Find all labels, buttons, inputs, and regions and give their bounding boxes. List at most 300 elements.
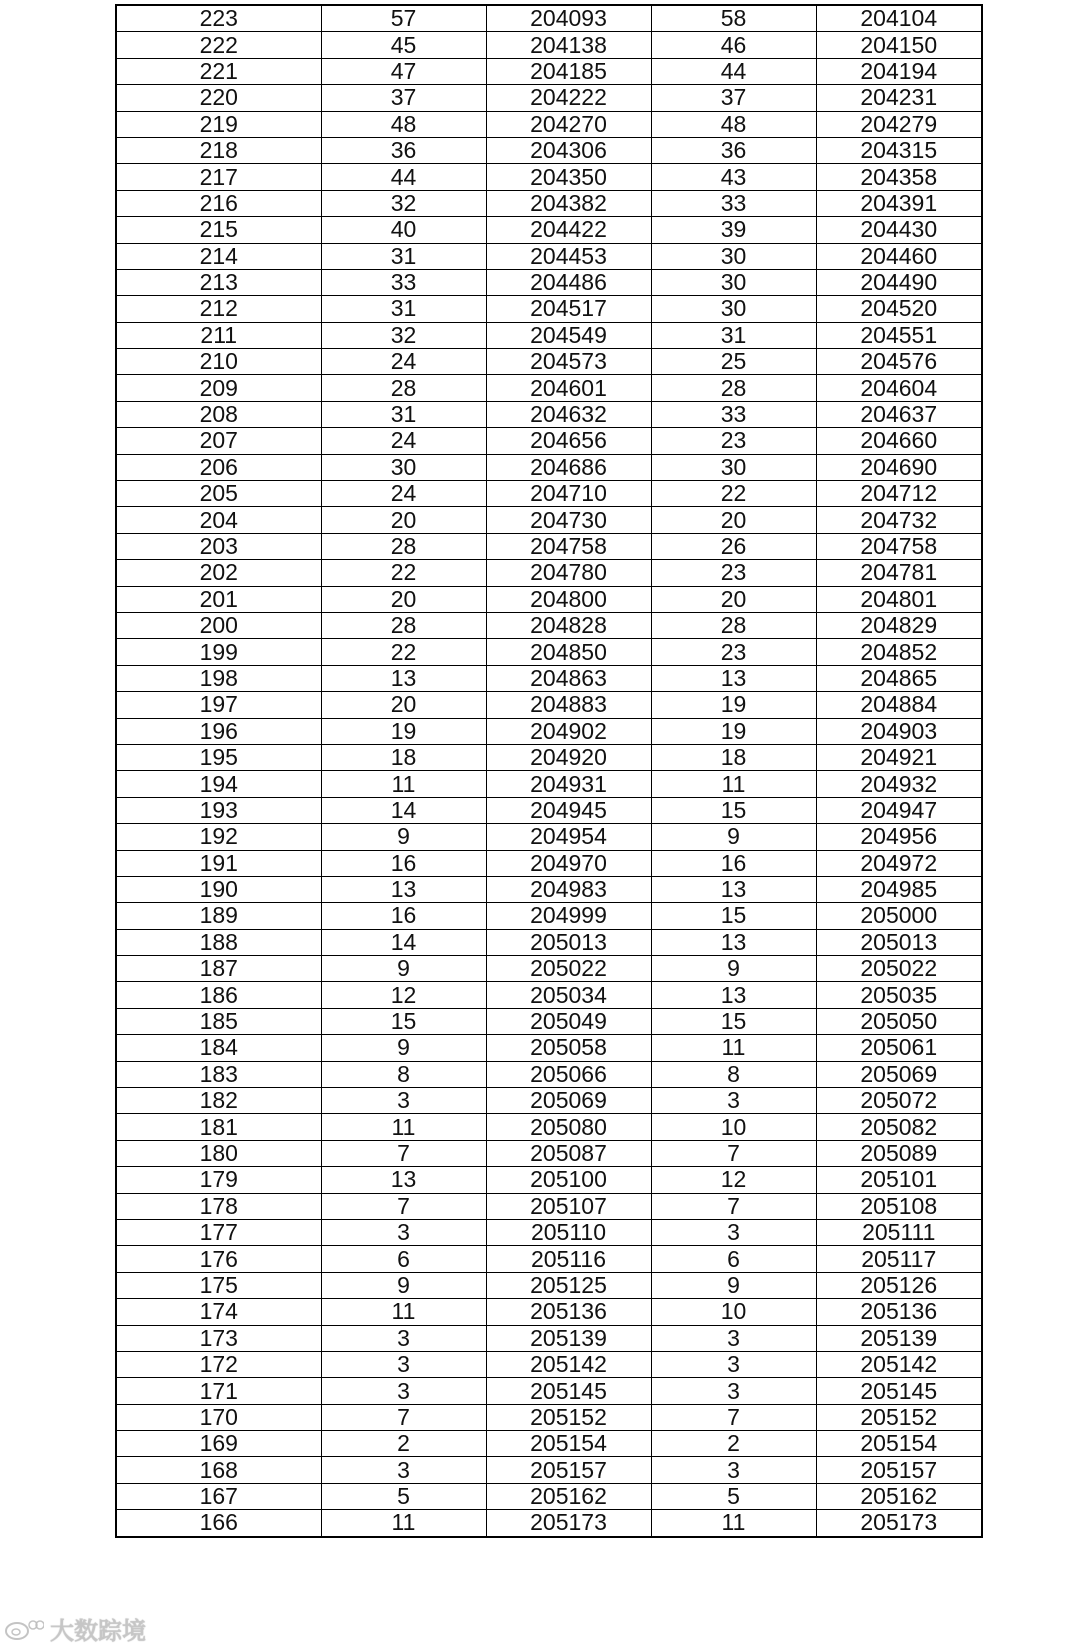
table-cell: 205157 xyxy=(816,1457,982,1483)
table-cell: 30 xyxy=(651,454,816,480)
table-cell: 28 xyxy=(321,375,486,401)
table-cell: 204902 xyxy=(486,718,651,744)
table-cell: 48 xyxy=(321,111,486,137)
table-row xyxy=(116,269,982,295)
table-cell: 3 xyxy=(321,1088,486,1114)
table-row xyxy=(116,428,982,454)
table-cell: 15 xyxy=(651,797,816,823)
table-cell: 204231 xyxy=(816,85,982,111)
table-cell: 205022 xyxy=(816,956,982,982)
table-cell: 45 xyxy=(321,32,486,58)
table-cell: 187 xyxy=(116,956,321,982)
table-cell: 205100 xyxy=(486,1167,651,1193)
table-cell: 3 xyxy=(651,1088,816,1114)
table-cell: 7 xyxy=(321,1140,486,1166)
table-cell: 3 xyxy=(321,1325,486,1351)
table-cell: 204758 xyxy=(816,533,982,559)
table-cell: 205154 xyxy=(486,1431,651,1457)
table-cell: 190 xyxy=(116,876,321,902)
table-cell: 201 xyxy=(116,586,321,612)
table-cell: 204350 xyxy=(486,164,651,190)
table-row xyxy=(116,850,982,876)
table-cell: 204656 xyxy=(486,428,651,454)
table-cell: 204883 xyxy=(486,692,651,718)
table-cell: 33 xyxy=(321,269,486,295)
table-cell: 205125 xyxy=(486,1272,651,1298)
table-row xyxy=(116,1325,982,1351)
table-cell: 5 xyxy=(651,1483,816,1509)
table-cell: 28 xyxy=(321,612,486,638)
table-cell: 223 xyxy=(116,5,321,32)
table-cell: 20 xyxy=(321,586,486,612)
table-row xyxy=(116,111,982,137)
table-cell: 188 xyxy=(116,929,321,955)
table-cell: 204430 xyxy=(816,217,982,243)
table-row xyxy=(116,217,982,243)
table-cell: 204921 xyxy=(816,744,982,770)
table-cell: 11 xyxy=(651,1510,816,1537)
table-cell: 8 xyxy=(321,1061,486,1087)
table-cell: 204551 xyxy=(816,322,982,348)
table-cell: 31 xyxy=(321,401,486,427)
table-cell: 204850 xyxy=(486,639,651,665)
table-row xyxy=(116,349,982,375)
table-cell: 2 xyxy=(321,1431,486,1457)
table-cell: 26 xyxy=(651,533,816,559)
table-row xyxy=(116,1483,982,1509)
table-cell: 204954 xyxy=(486,824,651,850)
table-row xyxy=(116,533,982,559)
table-cell: 181 xyxy=(116,1114,321,1140)
table-row xyxy=(116,322,982,348)
table-cell: 204956 xyxy=(816,824,982,850)
table-cell: 205050 xyxy=(816,1008,982,1034)
table-cell: 19 xyxy=(651,718,816,744)
table-cell: 46 xyxy=(651,32,816,58)
watermark xyxy=(4,1611,146,1646)
table-cell: 16 xyxy=(321,850,486,876)
table-cell: 30 xyxy=(321,454,486,480)
table-cell: 204712 xyxy=(816,481,982,507)
table-cell: 44 xyxy=(651,58,816,84)
table-cell: 3 xyxy=(651,1378,816,1404)
table-cell: 28 xyxy=(321,533,486,559)
table-row xyxy=(116,1219,982,1245)
table-cell: 205173 xyxy=(486,1510,651,1537)
table-row xyxy=(116,243,982,269)
table-cell: 40 xyxy=(321,217,486,243)
table-body xyxy=(116,5,982,1537)
table-row xyxy=(116,1088,982,1114)
table-cell: 7 xyxy=(651,1404,816,1430)
table-cell: 204863 xyxy=(486,665,651,691)
table-cell: 185 xyxy=(116,1008,321,1034)
table-cell: 28 xyxy=(651,612,816,638)
table-cell: 36 xyxy=(321,137,486,163)
table-cell: 204517 xyxy=(486,296,651,322)
table-row xyxy=(116,1351,982,1377)
table-cell: 5 xyxy=(321,1483,486,1509)
table-cell: 204185 xyxy=(486,58,651,84)
table-cell: 204490 xyxy=(816,269,982,295)
table-cell: 194 xyxy=(116,771,321,797)
table-row xyxy=(116,560,982,586)
table-cell: 20 xyxy=(321,692,486,718)
table-cell: 205069 xyxy=(816,1061,982,1087)
table-cell: 3 xyxy=(651,1219,816,1245)
table-row xyxy=(116,1431,982,1457)
table-cell: 204781 xyxy=(816,560,982,586)
table-cell: 184 xyxy=(116,1035,321,1061)
table-cell: 196 xyxy=(116,718,321,744)
table-cell: 3 xyxy=(321,1351,486,1377)
table-cell: 204486 xyxy=(486,269,651,295)
table-row xyxy=(116,1272,982,1298)
table-cell: 3 xyxy=(651,1325,816,1351)
score-table xyxy=(115,4,983,1538)
table-cell: 23 xyxy=(651,428,816,454)
table-cell: 205089 xyxy=(816,1140,982,1166)
table-cell: 206 xyxy=(116,454,321,480)
weibo-logo-icon xyxy=(4,1617,44,1641)
table-cell: 205145 xyxy=(486,1378,651,1404)
table-cell: 204920 xyxy=(486,744,651,770)
table-cell: 3 xyxy=(321,1378,486,1404)
table-cell: 204306 xyxy=(486,137,651,163)
table-cell: 204222 xyxy=(486,85,651,111)
table-cell: 205049 xyxy=(486,1008,651,1034)
table-cell: 204 xyxy=(116,507,321,533)
table-cell: 205139 xyxy=(486,1325,651,1351)
table-cell: 13 xyxy=(651,982,816,1008)
table-row xyxy=(116,481,982,507)
table-row xyxy=(116,296,982,322)
table-cell: 207 xyxy=(116,428,321,454)
table-cell: 13 xyxy=(321,665,486,691)
table-cell: 9 xyxy=(321,1035,486,1061)
table-cell: 10 xyxy=(651,1114,816,1140)
table-row xyxy=(116,137,982,163)
table-cell: 10 xyxy=(651,1299,816,1325)
table-cell: 14 xyxy=(321,929,486,955)
table-cell: 204604 xyxy=(816,375,982,401)
table-cell: 205082 xyxy=(816,1114,982,1140)
table-cell: 182 xyxy=(116,1088,321,1114)
table-cell: 204194 xyxy=(816,58,982,84)
table-row xyxy=(116,797,982,823)
table-cell: 186 xyxy=(116,982,321,1008)
table-cell: 18 xyxy=(651,744,816,770)
table-cell: 2 xyxy=(651,1431,816,1457)
table-cell: 12 xyxy=(321,982,486,1008)
table-cell: 13 xyxy=(651,665,816,691)
table-cell: 15 xyxy=(651,1008,816,1034)
table-cell: 204828 xyxy=(486,612,651,638)
table-cell: 167 xyxy=(116,1483,321,1509)
table-cell: 23 xyxy=(651,639,816,665)
table-cell: 205126 xyxy=(816,1272,982,1298)
table-cell: 205145 xyxy=(816,1378,982,1404)
table-cell: 12 xyxy=(651,1167,816,1193)
table-cell: 205111 xyxy=(816,1219,982,1245)
table-cell: 57 xyxy=(321,5,486,32)
table-cell: 11 xyxy=(321,1510,486,1537)
table-cell: 14 xyxy=(321,797,486,823)
table-cell: 39 xyxy=(651,217,816,243)
table-cell: 204730 xyxy=(486,507,651,533)
table-cell: 20 xyxy=(651,507,816,533)
table-cell: 15 xyxy=(651,903,816,929)
table-cell: 19 xyxy=(321,718,486,744)
table-cell: 183 xyxy=(116,1061,321,1087)
table-cell: 204358 xyxy=(816,164,982,190)
table-row xyxy=(116,190,982,216)
table-row xyxy=(116,956,982,982)
table-cell: 214 xyxy=(116,243,321,269)
table-cell: 205058 xyxy=(486,1035,651,1061)
table-cell: 204315 xyxy=(816,137,982,163)
table-cell: 24 xyxy=(321,349,486,375)
table-row xyxy=(116,1140,982,1166)
table-cell: 32 xyxy=(321,190,486,216)
table-cell: 22 xyxy=(321,560,486,586)
table-cell: 209 xyxy=(116,375,321,401)
table-cell: 204382 xyxy=(486,190,651,216)
table-cell: 204852 xyxy=(816,639,982,665)
table-cell: 205162 xyxy=(486,1483,651,1509)
table-cell: 204780 xyxy=(486,560,651,586)
table-row xyxy=(116,771,982,797)
table-cell: 178 xyxy=(116,1193,321,1219)
table-cell: 7 xyxy=(651,1140,816,1166)
table-cell: 205013 xyxy=(486,929,651,955)
watermark-text: 大数踪境 xyxy=(50,1618,146,1645)
table-cell: 9 xyxy=(321,956,486,982)
table-cell: 23 xyxy=(651,560,816,586)
table-row xyxy=(116,507,982,533)
table-cell: 205157 xyxy=(486,1457,651,1483)
table-cell: 205173 xyxy=(816,1510,982,1537)
table-cell: 204279 xyxy=(816,111,982,137)
table-cell: 204270 xyxy=(486,111,651,137)
table-cell: 19 xyxy=(651,692,816,718)
table-cell: 204093 xyxy=(486,5,651,32)
table-cell: 202 xyxy=(116,560,321,586)
table-cell: 31 xyxy=(651,322,816,348)
table-cell: 204800 xyxy=(486,586,651,612)
table-cell: 205142 xyxy=(816,1351,982,1377)
table-cell: 205035 xyxy=(816,982,982,1008)
table-cell: 204549 xyxy=(486,322,651,348)
table-cell: 24 xyxy=(321,481,486,507)
table-row xyxy=(116,876,982,902)
table-cell: 205136 xyxy=(486,1299,651,1325)
table-cell: 204576 xyxy=(816,349,982,375)
table-cell: 9 xyxy=(321,824,486,850)
table-cell: 11 xyxy=(651,771,816,797)
table-cell: 9 xyxy=(321,1272,486,1298)
table-cell: 204903 xyxy=(816,718,982,744)
table-cell: 189 xyxy=(116,903,321,929)
table-cell: 24 xyxy=(321,428,486,454)
table-cell: 175 xyxy=(116,1272,321,1298)
table-row xyxy=(116,1114,982,1140)
table-cell: 174 xyxy=(116,1299,321,1325)
table-cell: 205136 xyxy=(816,1299,982,1325)
table-cell: 204104 xyxy=(816,5,982,32)
table-cell: 13 xyxy=(321,1167,486,1193)
table-cell: 204801 xyxy=(816,586,982,612)
table-cell: 3 xyxy=(321,1457,486,1483)
table-cell: 204138 xyxy=(486,32,651,58)
table-cell: 205107 xyxy=(486,1193,651,1219)
table-row xyxy=(116,454,982,480)
table-cell: 199 xyxy=(116,639,321,665)
table-row xyxy=(116,1246,982,1272)
table-cell: 204150 xyxy=(816,32,982,58)
table-row xyxy=(116,639,982,665)
table-cell: 30 xyxy=(651,269,816,295)
table-cell: 204884 xyxy=(816,692,982,718)
table-cell: 47 xyxy=(321,58,486,84)
table-row xyxy=(116,665,982,691)
table-cell: 22 xyxy=(651,481,816,507)
table-row xyxy=(116,5,982,32)
table-cell: 177 xyxy=(116,1219,321,1245)
table-cell: 18 xyxy=(321,744,486,770)
table-row xyxy=(116,1510,982,1537)
table-cell: 204660 xyxy=(816,428,982,454)
table-cell: 204601 xyxy=(486,375,651,401)
table-cell: 204947 xyxy=(816,797,982,823)
table-row xyxy=(116,692,982,718)
table-cell: 205162 xyxy=(816,1483,982,1509)
table-cell: 219 xyxy=(116,111,321,137)
table-cell: 171 xyxy=(116,1378,321,1404)
table-row xyxy=(116,1299,982,1325)
table-cell: 13 xyxy=(321,876,486,902)
table-cell: 215 xyxy=(116,217,321,243)
table-cell: 205117 xyxy=(816,1246,982,1272)
table-cell: 204422 xyxy=(486,217,651,243)
table-cell: 204520 xyxy=(816,296,982,322)
table-cell: 172 xyxy=(116,1351,321,1377)
table-cell: 205152 xyxy=(486,1404,651,1430)
table-row xyxy=(116,85,982,111)
table-cell: 37 xyxy=(321,85,486,111)
table-cell: 204970 xyxy=(486,850,651,876)
table-row xyxy=(116,612,982,638)
table-cell: 203 xyxy=(116,533,321,559)
table-row xyxy=(116,718,982,744)
table-row xyxy=(116,982,982,1008)
table-row xyxy=(116,375,982,401)
table-cell: 3 xyxy=(651,1351,816,1377)
table-row xyxy=(116,58,982,84)
table-cell: 204985 xyxy=(816,876,982,902)
table-cell: 204460 xyxy=(816,243,982,269)
table-cell: 8 xyxy=(651,1061,816,1087)
table-cell: 6 xyxy=(321,1246,486,1272)
table-cell: 205034 xyxy=(486,982,651,1008)
table-cell: 200 xyxy=(116,612,321,638)
table-cell: 204931 xyxy=(486,771,651,797)
table-cell: 204932 xyxy=(816,771,982,797)
table-cell: 210 xyxy=(116,349,321,375)
table-cell: 204972 xyxy=(816,850,982,876)
table-cell: 191 xyxy=(116,850,321,876)
table-row xyxy=(116,824,982,850)
table-cell: 31 xyxy=(321,243,486,269)
table-cell: 205080 xyxy=(486,1114,651,1140)
table-cell: 204391 xyxy=(816,190,982,216)
table-cell: 195 xyxy=(116,744,321,770)
table-row xyxy=(116,164,982,190)
table-cell: 213 xyxy=(116,269,321,295)
table-cell: 11 xyxy=(651,1035,816,1061)
table-cell: 25 xyxy=(651,349,816,375)
table-cell: 204983 xyxy=(486,876,651,902)
table-cell: 205072 xyxy=(816,1088,982,1114)
table-row xyxy=(116,1035,982,1061)
table-cell: 13 xyxy=(651,876,816,902)
table-cell: 6 xyxy=(651,1246,816,1272)
table-cell: 176 xyxy=(116,1246,321,1272)
table-cell: 205066 xyxy=(486,1061,651,1087)
table-cell: 30 xyxy=(651,243,816,269)
table-row xyxy=(116,1061,982,1087)
table-cell: 20 xyxy=(651,586,816,612)
table-cell: 204829 xyxy=(816,612,982,638)
table-cell: 16 xyxy=(651,850,816,876)
table-cell: 204632 xyxy=(486,401,651,427)
table-cell: 218 xyxy=(116,137,321,163)
table-cell: 9 xyxy=(651,956,816,982)
table-cell: 193 xyxy=(116,797,321,823)
table-cell: 205101 xyxy=(816,1167,982,1193)
table-cell: 43 xyxy=(651,164,816,190)
table-row xyxy=(116,1193,982,1219)
table-cell: 204690 xyxy=(816,454,982,480)
table-cell: 58 xyxy=(651,5,816,32)
table-cell: 33 xyxy=(651,401,816,427)
table-cell: 204865 xyxy=(816,665,982,691)
table-cell: 30 xyxy=(651,296,816,322)
table-cell: 7 xyxy=(321,1404,486,1430)
table-cell: 11 xyxy=(321,771,486,797)
table-cell: 205069 xyxy=(486,1088,651,1114)
table-cell: 31 xyxy=(321,296,486,322)
table-cell: 205087 xyxy=(486,1140,651,1166)
table-cell: 208 xyxy=(116,401,321,427)
table-row xyxy=(116,903,982,929)
table-row xyxy=(116,929,982,955)
table-cell: 204453 xyxy=(486,243,651,269)
table-cell: 212 xyxy=(116,296,321,322)
table-row xyxy=(116,401,982,427)
table-cell: 9 xyxy=(651,1272,816,1298)
table-cell: 217 xyxy=(116,164,321,190)
table-cell: 204999 xyxy=(486,903,651,929)
table-cell: 169 xyxy=(116,1431,321,1457)
table-cell: 179 xyxy=(116,1167,321,1193)
table-cell: 170 xyxy=(116,1404,321,1430)
table-cell: 216 xyxy=(116,190,321,216)
table-cell: 204758 xyxy=(486,533,651,559)
table-cell: 192 xyxy=(116,824,321,850)
table-cell: 222 xyxy=(116,32,321,58)
table-cell: 221 xyxy=(116,58,321,84)
